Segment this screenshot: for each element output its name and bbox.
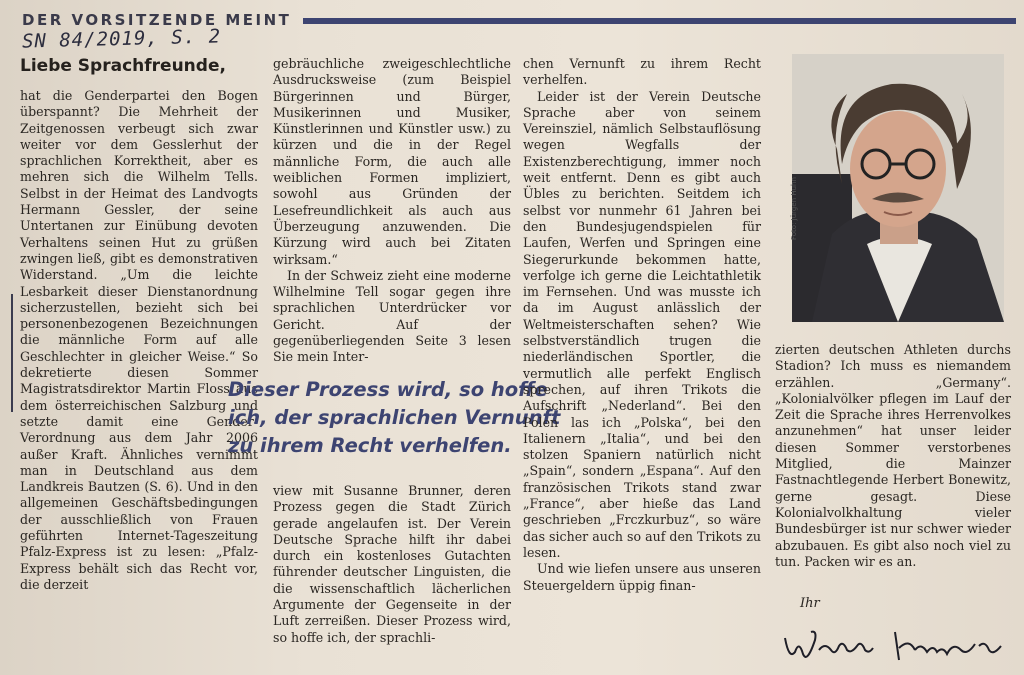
text-column-2-bottom: [273, 483, 511, 646]
paragraph: Und wie liefen unsere aus unseren Steuergeldern üppig finan-: [523, 561, 761, 593]
paragraph: view mit Susanne Brunner, deren Prozess gegen die Stadt Zürich gerade angelaufen ist. Der Verein Deutsche Sprache hilft ihr dabei durch ein kostenloses Gutachten führender deutscher Linguisten, die die wissenschaftlich lächerlichen Argumente der Gegenseite in der Luft zerreißen. Dieser Prozess wird, so hoffe ich, der sprachli-: [273, 483, 511, 645]
text-column-3: [523, 56, 761, 594]
margin-mark: [11, 294, 13, 412]
salutation: Liebe Sprachfreunde,: [20, 56, 226, 76]
paragraph: zierten deutschen Athleten durchs Stadion? Ich muss es niemandem erzählen. „Germany“. „Kolonialvölker pflegen im Lauf der Zeit die Sprache ihres Herrenvolkes anzunehmen“ hat unser leider diesen Sommer verstorbenes Mitglied, die Mainzer Fastnachtlegende Herbert Bonewitz, gerne gesagt. Diese Kolonialvolkhaltung vieler Bundesbürger ist nur schwer wieder abzubauen. Es gibt also noch viel zu tun. Packen wir es an.: [775, 342, 1011, 569]
pull-quote: Dieser Prozess wird, so hoffe ich, der sprachlichen Vernunft zu ihrem Recht verhelfen.: [228, 378, 561, 457]
text-column-4: [775, 342, 1011, 570]
portrait-illustration: [792, 54, 1004, 322]
paragraph: In der Schweiz zieht eine moderne Wilhelmine Tell sogar gegen ihre sprachlichen Unterdrücker vor Gericht. Auf der gegenüberliegenden Seite 3 lesen Sie mein Inter-: [273, 267, 511, 365]
photo-credit: Foto: Jürgen Huhn: [790, 177, 798, 240]
paragraph: gebräuchliche zweigeschlechtliche Ausdrucksweise (zum Beispiel Bürgerinnen und Bürger, Musikerinnen und Musiker, Künstlerinnen und Künstler usw.) zu kürzen und die in der Regel männliche Form, die auch alle weiblichen Formen impliziert, sowohl aus Gründen der Lesefreundlichkeit als auch aus Überzeugung anzuwenden. Die Kürzung wird auch bei Zitaten wirksam.“: [273, 56, 511, 267]
paragraph: hat die Genderpartei den Bogen überspannt? Die Mehrheit der Zeitgenossen verbeugt sich zwar weiter vor dem Gesslerhut der sprachlichen Korrektheit, aber es mehren sich die Wilhelm Tells. Selbst in der Heimat des Landvogts Hermann Gessler, der seine Untertanen zur Einübung devoten Verhaltens seinen Hut zu grüßen zwingen ließ, gibt es demonstrativen Widerstand. „Um die leichte Lesbarkeit dieser Dienstanordnung sicherzustellen, bezieht sich bei personenbezogenen Bezeichnungen die männliche Form auf alle Geschlechter in gleicher Weise.“ So dekretierte diesen Sommer Magistratsdirektor Martin Floss aus dem österreichischen Salzburg und setzte damit eine Gender-Verordnung aus dem Jahr 2006 außer Kraft. Ähnliches vernimmt man in Deutschland aus dem Landkreis Bautzen (S. 6). Und in den allgemeinen Geschäftsbedingungen der ausschließlich von Frauen geführten Internet-Tageszeitung Pfalz-Express ist zu lesen: „Pfalz-Express behält sich das Recht vor, die derzeit: [20, 88, 258, 592]
paragraph: chen Vernunft zu ihrem Recht verhelfen.: [523, 56, 761, 88]
text-column-1: [20, 88, 258, 593]
column-title: DER VORSITZENDE MEINT: [22, 11, 292, 29]
handwritten-reference: SN 84/2019, S. 2: [21, 25, 222, 53]
closing-word: Ihr: [800, 596, 820, 611]
author-portrait: [792, 54, 1004, 322]
paragraph: Leider ist der Verein Deutsche Sprache aber von seinem Vereinsziel, nämlich Selbstauflösung wegen Wegfalls der Existenzberechtigung, immer noch weit entfernt. Denn es gibt auch Übles zu berichten. Seitdem ich selbst vor nunmehr 61 Jahren bei den Bundesjugendspielen für Laufen, Werfen und Springen eine Siegerurkunde bekommen hatte, verfolge ich gerne die Leichtathletik im Fernsehen. Und was musste ich da im August anlässlich der Weltmeisterschaften sehen? Wie selbstverständlich trugen die niederländischen Sportler, die vermutlich alle perfekt Englisch sprechen, auf ihren Trikots die Aufschrift „Nederland“. Bei den Polen las ich „Polska“, bei den Italienern „Italia“, und bei den stolzen Spaniern natürlich nicht „Spain“, sondern „Espana“. Auf den französischen Trikots stand zwar „France“, aber hieße das Land geschrieben „Frczkurbuz“, so wäre das sicher auch so auf den Trikots zu lesen.: [523, 88, 761, 560]
header-rule: [303, 18, 1016, 24]
text-column-2-top: [273, 56, 511, 366]
signature-image: [775, 620, 1010, 670]
